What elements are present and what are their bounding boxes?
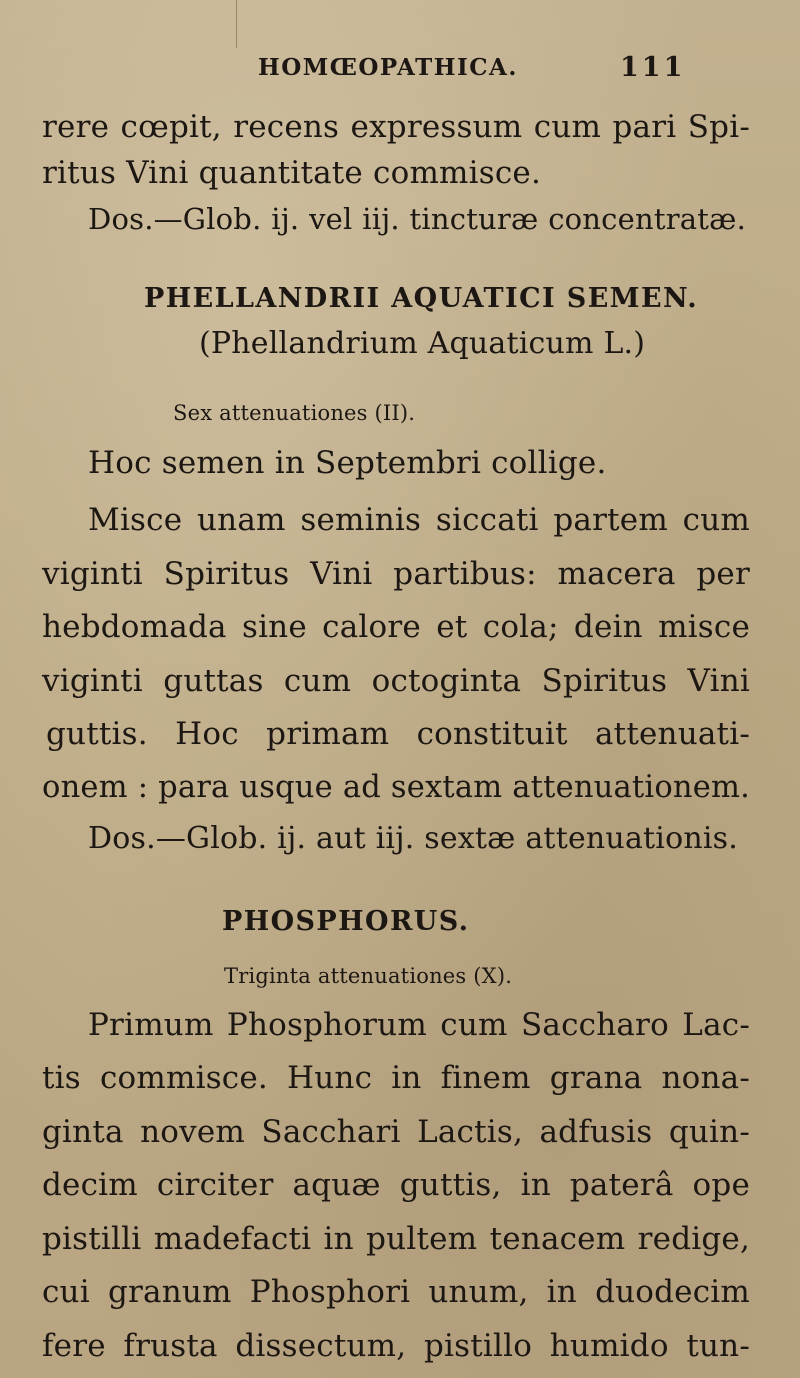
paragraph-line: onem : para usque ad sextam attenuationem. xyxy=(42,770,750,805)
page-number: 111 xyxy=(620,52,686,83)
attenuation-note: Sex attenuationes (II). xyxy=(173,401,416,425)
paragraph-line: viginti Spiritus Vini partibus: macera per xyxy=(42,556,750,592)
paragraph-line: fere frusta dissectum, pistillo humido tun- xyxy=(42,1328,750,1364)
paragraph-line: guttis. Hoc primam constituit attenuati- xyxy=(46,716,750,752)
attenuation-note: Triginta attenuationes (X). xyxy=(224,964,513,988)
running-title: HOMŒOPATHICA. xyxy=(258,54,518,81)
section-title: PHOSPHORUS. xyxy=(222,906,470,937)
paragraph-line: hebdomada sine calore et cola; dein misce xyxy=(42,609,750,645)
paragraph-line: viginti guttas cum octoginta Spiritus Vini xyxy=(42,663,750,699)
paragraph-line: ritus Vini quantitate commisce. xyxy=(42,155,542,191)
binding-shadow xyxy=(236,0,237,48)
section-subtitle: (Phellandrium Aquaticum L.) xyxy=(199,326,646,361)
paragraph-line: pistilli madefacti in pultem tenacem redige, xyxy=(42,1221,750,1257)
dose-line: Dos.—Glob. ij. vel iij. tincturæ concentratæ. xyxy=(88,202,746,236)
paragraph-line: decim circiter aquæ guttis, in paterâ ope xyxy=(42,1167,750,1203)
paragraph-line: Hoc semen in Septembri collige. xyxy=(88,445,607,481)
paragraph-line: ginta novem Sacchari Lactis, adfusis quin- xyxy=(42,1114,750,1150)
paragraph-line: tis commisce. Hunc in finem grana nona- xyxy=(42,1060,750,1096)
paragraph-line: Primum Phosphorum cum Saccharo Lac- xyxy=(88,1007,750,1043)
section-title: PHELLANDRII AQUATICI SEMEN. xyxy=(144,283,699,314)
paragraph-line: Misce unam seminis siccati partem cum xyxy=(88,502,750,538)
paragraph-line: rere cœpit, recens expressum cum pari Spi- xyxy=(42,109,750,145)
paragraph-line: cui granum Phosphori unum, in duodecim xyxy=(42,1274,750,1310)
dose-line: Dos.—Glob. ij. aut iij. sextæ attenuationis. xyxy=(88,821,738,856)
